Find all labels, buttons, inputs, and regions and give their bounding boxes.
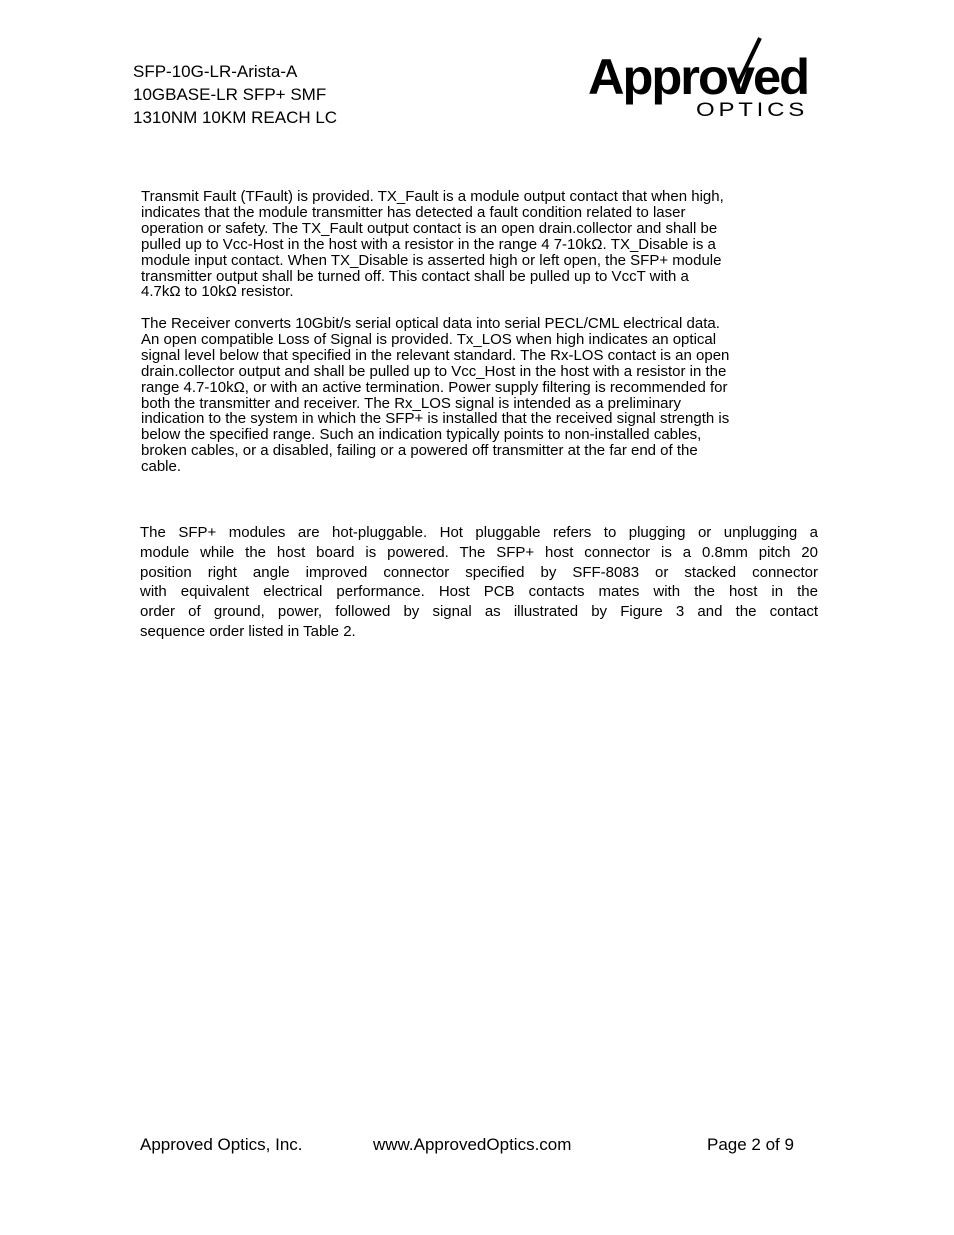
text-line: An open compatible Loss of Signal is provided. Tx_LOS when high indicates an optical [141,330,717,348]
footer-website: www.ApprovedOptics.com [373,1135,572,1154]
document-header [133,60,337,129]
text-line: module input contact. When TX_Disable is asserted high or left open, the SFP+ module [141,251,722,269]
text-line: broken cables, or a disabled, failing or a powered off transmitter at the far end of the [141,442,698,460]
header-specs: 1310NM 10KM REACH LC [133,108,338,127]
svg-text:Approved: Approved [588,49,808,105]
hot-pluggable-paragraph [140,523,818,642]
footer-page-number: Page 2 of 9 [707,1135,794,1154]
text-line: range 4.7-10kΩ, or with an active termination. Power supply filtering is recommended for [141,378,728,396]
text-line: 4.7kΩ to 10kΩ resistor. [141,283,294,301]
text-line: below the specified range. Such an indication typically points to non-installed cables, [141,426,702,444]
tx-fault-paragraph [141,189,811,300]
approved-optics-logo [586,36,810,120]
text-line: position right angle improved connector specified by SFF-8083 or stacked connector [140,563,818,581]
text-line: Transmit Fault (TFault) is provided. TX_Fault is a module output contact that when high, [141,188,724,205]
text-line: pulled up to Vcc-Host in the host with a resistor in the range 4 7-10kΩ. TX_Disable is a [141,235,716,253]
text-line: The Receiver converts 10Gbit/s serial optical data into serial PECL/CML electrical data. [141,315,720,332]
text-line: transmitter output shall be turned off. This contact shall be pulled up to VccT with a [141,267,689,285]
text-line: order of ground, power, followed by signal as illustrated by Figure 3 and the contact [140,603,818,621]
text-line: The SFP+ modules are hot-pluggable. Hot pluggable refers to plugging or unplugging a [140,524,818,541]
text-line: module while the host board is powered. The SFP+ host connector is a 0.8mm pitch 20 [140,543,818,561]
svg-text:OPTICS: OPTICS [696,100,808,120]
text-line: cable. [141,458,182,476]
text-line: sequence order listed in Table 2. [140,622,356,640]
text-line: indication to the system in which the SFP+ is installed that the received signal strength is [141,410,730,428]
text-line: indicates that the module transmitter has detected a fault condition related to laser [141,203,686,221]
text-line: signal level below that specified in the relevant standard. The Rx-LOS contact is an open [141,346,730,364]
footer-company: Approved Optics, Inc. [140,1135,303,1154]
header-part-number: SFP-10G-LR-Arista-A [133,62,298,81]
receiver-paragraph [141,316,811,475]
text-line: operation or safety. The TX_Fault output contact is an open drain.collector and shall be [141,219,718,237]
header-product-type: 10GBASE-LR SFP+ SMF [133,85,327,104]
text-line: with equivalent electrical performance. Host PCB contacts mates with the host in the [140,583,818,601]
text-line: both the transmitter and receiver. The Rx_LOS signal is intended as a preliminary [141,394,681,412]
text-line: drain.collector output and shall be pulled up to Vcc_Host in the host with a resistor in the [141,362,727,380]
